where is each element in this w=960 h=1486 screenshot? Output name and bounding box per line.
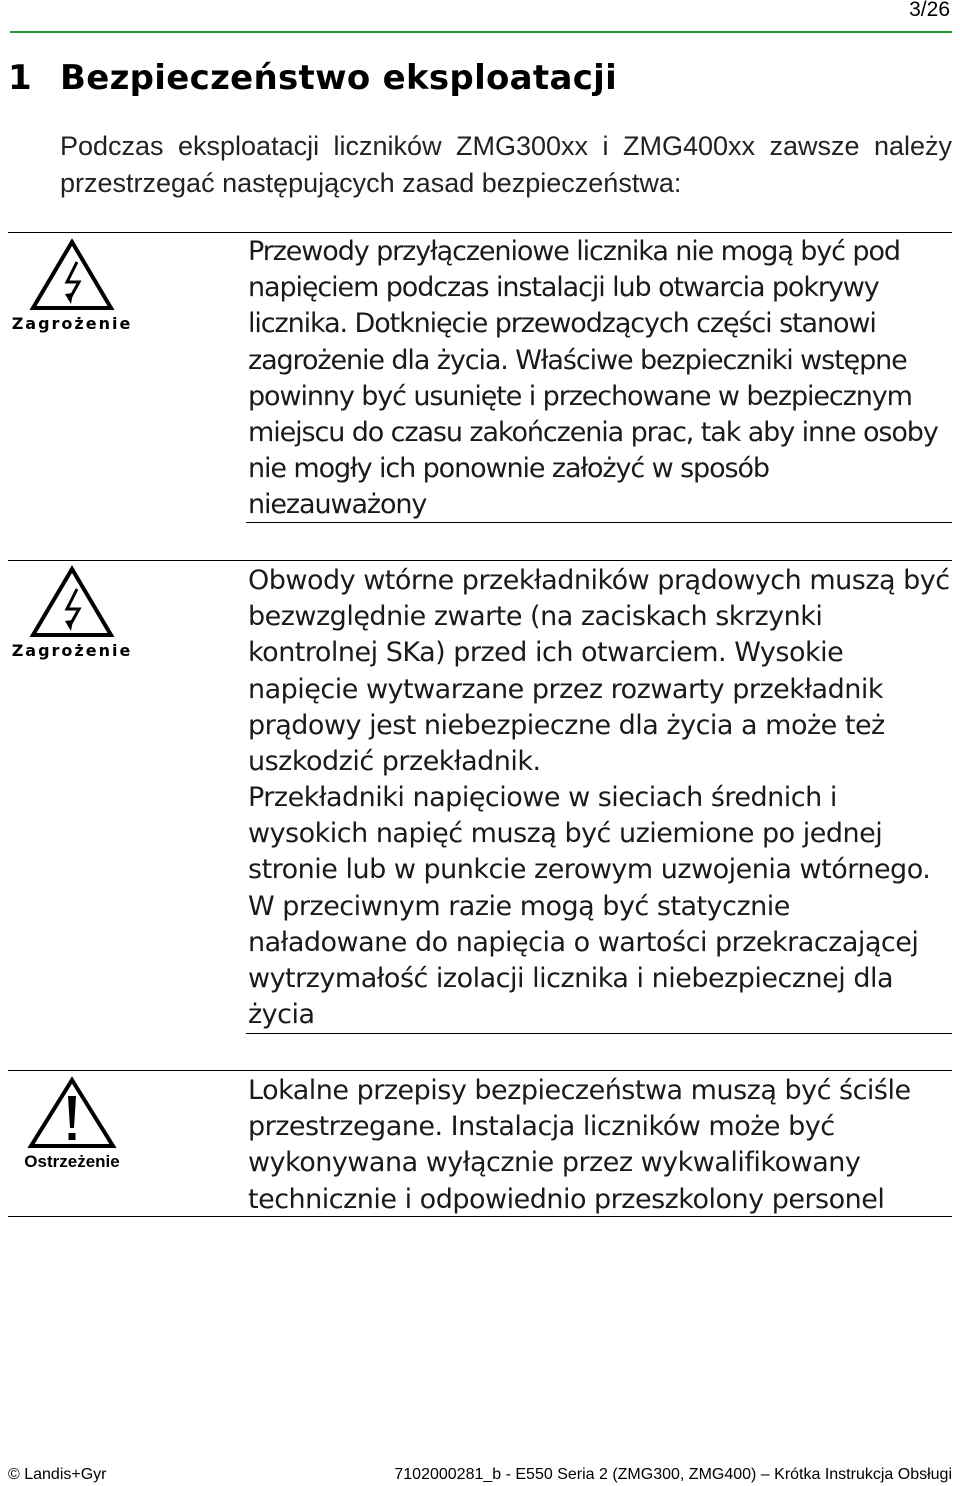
footer-document-id: 7102000281_b - E550 Seria 2 (ZMG300, ZMG400) – Krótka Instrukcja Obsługi: [394, 1466, 952, 1483]
block-divider: [246, 1033, 952, 1034]
hazard-block-1-icon-group: [8, 238, 136, 333]
caution-label: Ostrzeżenie: [24, 1152, 120, 1171]
high-voltage-warning-icon: [29, 565, 115, 639]
block-divider: [8, 560, 952, 561]
block-divider: [8, 1216, 952, 1217]
hazard-label: Zagrożenie: [11, 641, 133, 660]
hazard-block-2-icon-group: [8, 565, 136, 660]
intro-paragraph: Podczas eksploatacji liczników ZMG300xx i ZMG400xx zawsze należy przestrzegać następujących zasad bezpieczeństwa:: [60, 131, 952, 198]
exclamation-warning-icon: [27, 1076, 117, 1150]
caution-text: Lokalne przepisy bezpieczeństwa muszą być ściśle przestrzegane. Instalacja liczników może być wykonywana wyłącznie przez wykwalifikowany technicznie i odpowiednio przeszkolony personel: [248, 1075, 911, 1215]
hazard-text-2: Obwody wtórne przekładników prądowych muszą być bezwzględnie zwarte (na zaciskach skrzynki kontrolnej SKa) przed ich otwarciem. Wysokie napięcie wytwarzane przez rozwarty przekładnik prądowy jest niebezpieczne dla życia a może też uszkodzić przekładnik.: [248, 565, 950, 778]
section-heading: [8, 58, 617, 98]
hazard-text-2b: Przekładniki napięciowe w sieciach średnich i wysokich napięć muszą być uziemione po jednej stronie lub w punkcie zerowym uzwojenia wtórnego. W przeciwnym razie mogą być statycznie naładowane do napięcia o wartości przekraczającej wytrzymałość izolacji licznika i niebezpiecznej dla życia: [248, 782, 931, 1031]
block-divider: [246, 522, 952, 523]
high-voltage-warning-icon: [29, 238, 115, 312]
hazard-text-1: Przewody przyłączeniowe licznika nie mogą być pod napięciem podczas instalacji lub otwarcia pokrywy licznika. Dotknięcie przewodzących części stanowi zagrożenie dla życia. Właściwe bezpieczniki wstępne powinny być usunięte i przechowane w bezpiecznym miejscu do czasu zakończenia prac, tak aby inne osoby nie mogły ich ponownie założyć w sposób niezauważony: [248, 236, 938, 521]
footer-copyright: © Landis+Gyr: [8, 1466, 107, 1483]
caution-block-icon-group: [8, 1076, 136, 1172]
section-title: Bezpieczeństwo eksploatacji: [60, 58, 618, 98]
section-number: 1: [8, 58, 32, 98]
block-divider: [8, 232, 952, 233]
block-divider: [8, 1070, 952, 1071]
page-number: 3/26: [909, 0, 950, 21]
hazard-label: Zagrożenie: [11, 314, 133, 333]
header-rule: [10, 31, 952, 33]
